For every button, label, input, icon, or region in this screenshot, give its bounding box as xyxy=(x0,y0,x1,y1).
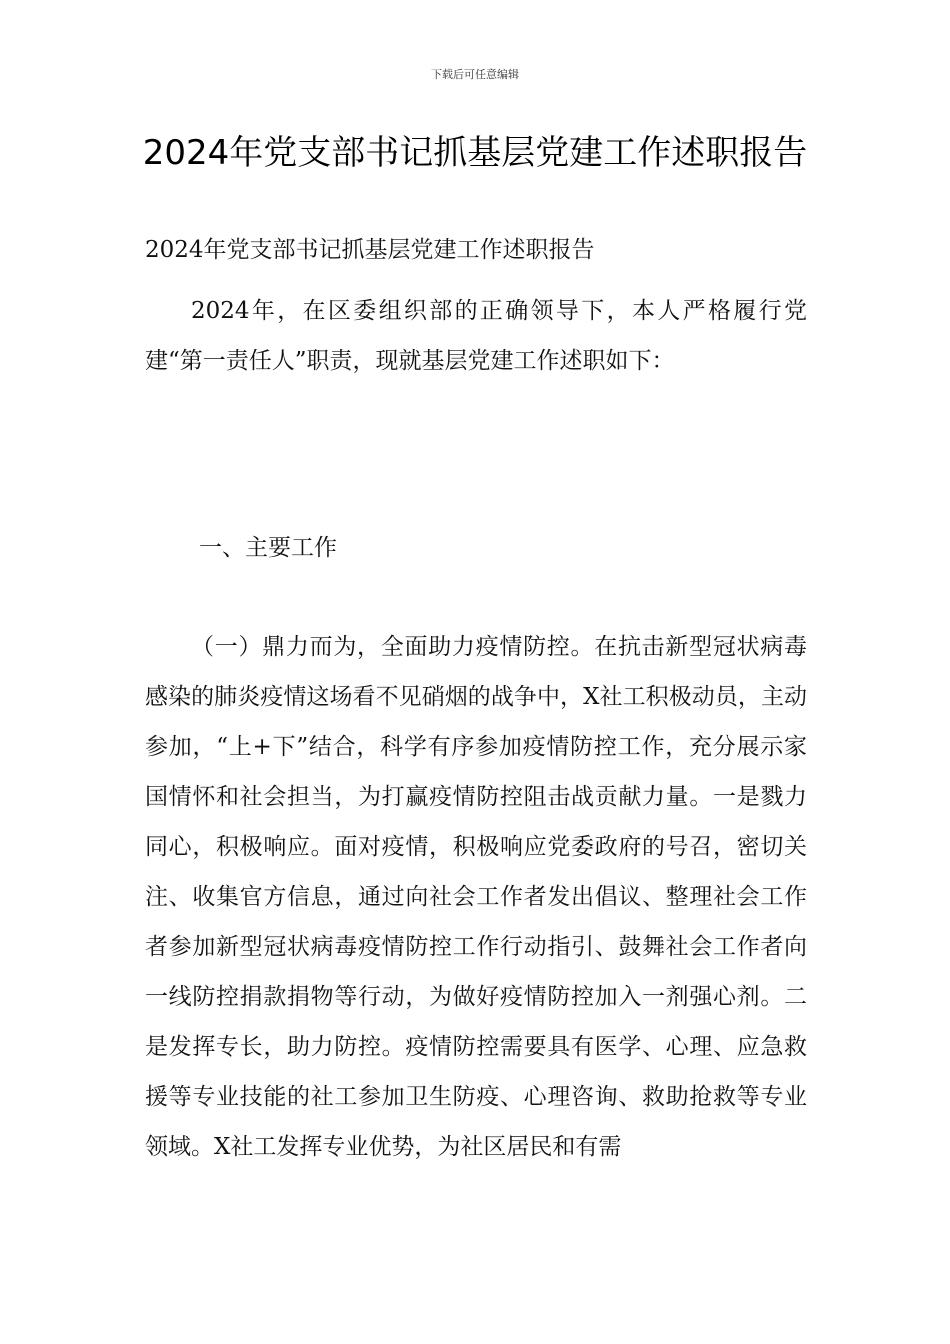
intro-paragraph: 2024年，在区委组织部的正确领导下，本人严格履行党建“第一责任人”职责，现就基层党建工作述职如下： xyxy=(145,298,807,374)
document-title: 2024年党支部书记抓基层党建工作述职报告 xyxy=(142,133,808,173)
body-paragraph: （一）鼎力而为，全面助力疫情防控。在抗击新型冠状病毒感染的肺炎疫情这场看不见硝烟的战争中，X社工积极动员，主动参加，“上+下”结合，科学有序参加疫情防控工作，充分展示家国情怀和社会担当，为打赢疫情防控阻击战贡献力量。一是戮力同心，积极响应。面对疫情，积极响应党委政府的号召，密切关注、收集官方信息，通过向社会工作者发出倡议、整理社会工作者参加新型冠状病毒疫情防控工作行动指引、鼓舞社会工作者向一线防控捐款捐物等行动，为做好疫情防控加入一剂强心剂。二是发挥专长，助力防控。疫情防控需要具有医学、心理、应急救援等专业技能的社工参加卫生防疫、心理咨询、救助抢救等专业领域。X社工发挥专业优势，为社区居民和有需 xyxy=(145,634,807,1160)
section-heading: 一、主要工作 xyxy=(199,535,337,561)
document-subtitle: 2024年党支部书记抓基层党建工作述职报告 xyxy=(145,237,595,263)
header-note: 下载后可任意编辑 xyxy=(431,68,519,81)
